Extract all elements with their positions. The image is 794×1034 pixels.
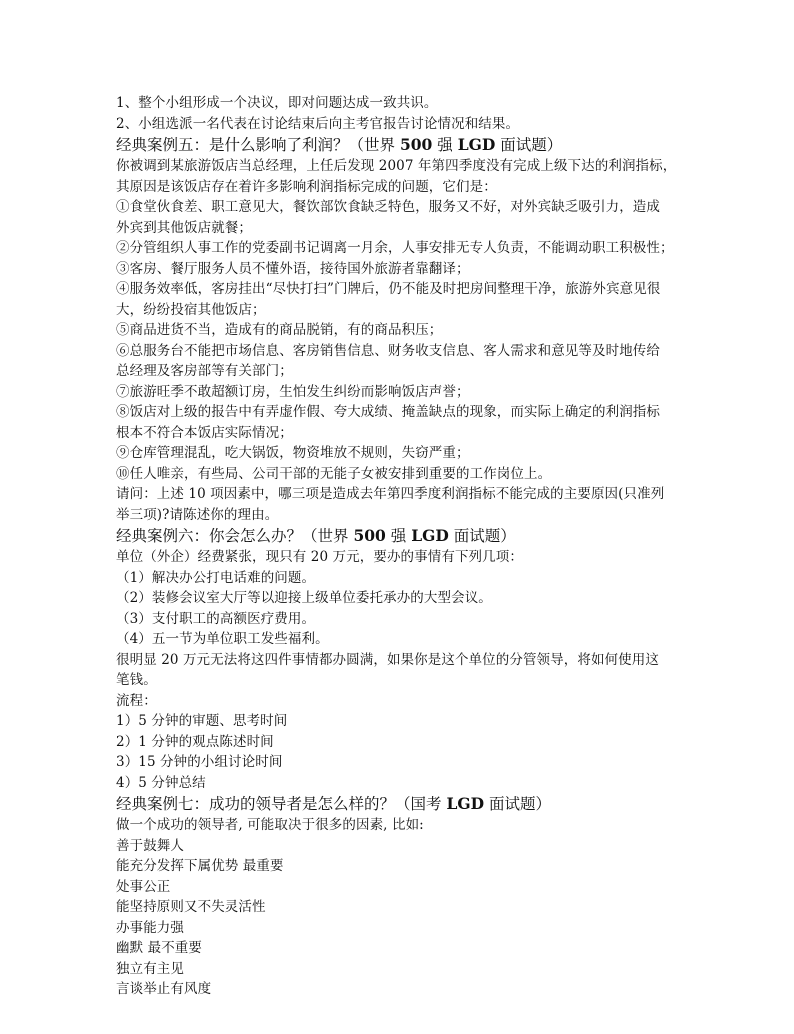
case6-line-7: 笔钱。 xyxy=(116,672,157,688)
case5-heading-bold-lgd: LGD xyxy=(457,135,496,154)
case7-line-1: 做一个成功的领导者, 可能取决于很多的因素, 比如: xyxy=(116,817,424,833)
case7-line-2: 善于鼓舞人 xyxy=(116,837,184,854)
case7-line-6: 办事能力强 xyxy=(116,919,184,936)
case5-line-13: ⑧饭店对上级的报告中有弄虚作假、夸大成绩、掩盖缺点的现象，而实际上确定的利润指标 xyxy=(116,404,660,420)
case7-heading-bold-lgd: LGD xyxy=(446,794,485,813)
case6-line-4: （3）支付职工的高额医疗费用。 xyxy=(116,610,316,627)
case6-line-9: 1）5 分钟的审题、思考时间 xyxy=(116,713,288,729)
case6-heading-mid: 强 xyxy=(390,527,407,545)
intro-line-1: 1、整个小组形成一个决议，即对问题达成一致共识。 xyxy=(116,95,438,111)
case5-line-15: ⑨仓库管理混乱，吃大锅饭，物资堆放不规则，失窃严重； xyxy=(116,445,470,461)
case5-line-18: 举三项)?请陈述你的理由。 xyxy=(116,506,279,523)
case7-line-9: 言谈举止有风度 xyxy=(116,981,212,997)
case5-line-12: ⑦旅游旺季不敢超额订房，生怕发生纠纷而影响饭店声誉； xyxy=(116,383,470,400)
case5-line-10: ⑥总服务台不能把市场信息、客房销售信息、财务收支信息、客人需求和意见等及时地传给 xyxy=(116,342,660,359)
case5-line-11: 总经理及客房部等有关部门； xyxy=(116,363,293,379)
case5-line-6: ③客房、餐厅服务人员不懂外语，接待国外旅游者靠翻译； xyxy=(116,260,470,277)
case6-line-5: （4）五一节为单位职工发些福利。 xyxy=(116,631,329,647)
case7-line-3: 能充分发挥下属优势 最重要 xyxy=(116,858,284,874)
case5-heading-mid: 强 xyxy=(437,136,453,154)
case6-line-1: 单位（外企）经费紧张，现只有 20 万元，要办的事情有下列几项： xyxy=(116,549,523,565)
case5-line-5: ②分管组织人事工作的党委副书记调离一月余，人事安排无专人负责，不能调动职工积极性； xyxy=(116,240,674,256)
case6-line-10: 2）1 分钟的观点陈述时间 xyxy=(116,733,274,750)
case5-line-8: 大，纷纷投宿其他饭店； xyxy=(116,301,266,318)
case6-line-2: （1）解决办公打电话难的问题。 xyxy=(116,569,316,586)
case7-heading xyxy=(116,793,682,815)
case5-heading xyxy=(116,134,682,156)
case6-heading-bold-500: 500 xyxy=(353,526,386,545)
case7-line-4: 处事公正 xyxy=(116,878,171,895)
case6-line-12: 4）5 分钟总结 xyxy=(116,774,206,791)
case7-line-8: 独立有主见 xyxy=(116,960,184,977)
case5-heading-prefix: 经典案例五：是什么影响了利润？（世界 xyxy=(116,136,396,154)
case6-heading-prefix: 经典案例六：你会怎么办？（世界 xyxy=(116,527,349,545)
case5-heading-suffix: 面试题） xyxy=(500,136,563,154)
case6-line-8: 流程： xyxy=(116,692,157,709)
case5-line-2: 其原因是该饭店存在着许多影响利润指标完成的问题，它们是： xyxy=(116,178,497,195)
case7-heading-suffix: 面试题） xyxy=(488,795,551,813)
document-page xyxy=(116,93,682,1000)
case5-line-17: 请问：上述 10 项因素中，哪三项是造成去年第四季度利润指标不能完成的主要原因(只准列 xyxy=(116,486,665,502)
case6-line-3: （2）装修会议室大厅等以迎接上级单位委托承办的大型会议。 xyxy=(116,590,492,606)
case6-heading-bold-lgd: LGD xyxy=(411,526,449,545)
case6-heading xyxy=(116,525,682,547)
case5-line-14: 根本不符合本饭店实际情况； xyxy=(116,424,293,441)
intro-line-2: 2、小组选派一名代表在讨论结束后向主考官报告讨论情况和结果。 xyxy=(116,115,520,132)
case7-line-5: 能坚持原则又不失灵活性 xyxy=(116,899,266,915)
case5-line-1: 你被调到某旅游饭店当总经理，上任后发现 2007 年第四季度没有完成上级下达的利润指标， xyxy=(116,158,677,174)
case5-heading-bold-500: 500 xyxy=(399,135,433,154)
case5-line-4: 外宾到其他饭店就餐； xyxy=(116,219,252,236)
case5-line-3: ①食堂伙食差、职工意见大，餐饮部饮食缺乏特色，服务又不好，对外宾缺乏吸引力，造成 xyxy=(116,199,660,215)
case7-heading-prefix: 经典案例七：成功的领导者是怎么样的？（国考 xyxy=(116,795,442,813)
case6-line-11: 3）15 分钟的小组讨论时间 xyxy=(116,754,283,770)
case5-line-7: ④服务效率低，客房挂出“尽快打扫”门牌后，仍不能及时把房间整理干净，旅游外宾意见很 xyxy=(116,281,661,297)
case6-heading-suffix: 面试题） xyxy=(453,527,516,545)
case7-line-7: 幽默 最不重要 xyxy=(116,940,202,956)
case6-line-6: 很明显 20 万元无法将这四件事情都办圆满，如果你是这个单位的分管领导，将如何使用这 xyxy=(116,651,659,668)
case5-line-16: ⑩任人唯亲，有些局、公司干部的无能子女被安排到重要的工作岗位上。 xyxy=(116,465,552,482)
case5-line-9: ⑤商品进货不当，造成有的商品脱销，有的商品积压； xyxy=(116,322,443,338)
